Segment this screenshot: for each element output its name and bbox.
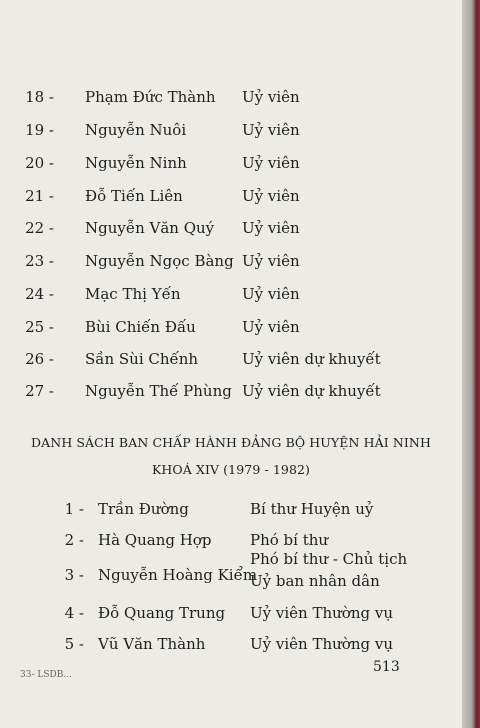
item-number: 18 -: [25, 88, 54, 106]
member-name: Hà Quang Hợp: [98, 531, 212, 549]
member-name: Mạc Thị Yến: [85, 285, 181, 303]
member-role: Uỷ viên: [242, 187, 300, 205]
member-name: Nguyễn Văn Quý: [85, 219, 215, 237]
member-role: Uỷ viên: [242, 252, 300, 270]
member-name: Nguyễn Thế Phùng: [85, 382, 232, 400]
member-role: Uỷ viên: [242, 318, 300, 336]
member-name: Sần Sùi Chếnh: [85, 350, 199, 368]
item-number: 21 -: [25, 187, 54, 205]
member-role: Uỷ viên dự khuyết: [242, 382, 381, 400]
item-number: 25 -: [25, 318, 54, 336]
member-name: Nguyễn Ngọc Bàng: [85, 252, 234, 270]
member-name: Nguyễn Nuôi: [85, 121, 187, 139]
member-role: Uỷ viên dự khuyết: [242, 350, 381, 368]
member-name: Đỗ Quang Trung: [98, 604, 226, 622]
member-name: Đỗ Tiến Liên: [85, 187, 183, 205]
item-number: 22 -: [25, 219, 54, 237]
member-role: Uỷ viên: [242, 121, 300, 139]
member-name: Nguyễn Ninh: [85, 154, 187, 172]
item-number: 24 -: [25, 285, 54, 303]
item-number: 1 -: [64, 500, 84, 518]
member-name: Trần Đường: [98, 500, 189, 518]
item-number: 4 -: [64, 604, 84, 622]
member-role: Uỷ viên: [242, 88, 300, 106]
member-name: Bùi Chiến Đấu: [85, 318, 196, 336]
section-subtitle: KHOÁ XIV (1979 - 1982): [151, 462, 311, 477]
item-number: 5 -: [64, 635, 84, 653]
member-role: Phó bí thư - Chủ tịch: [250, 550, 408, 568]
member-role: Uỷ viên Thường vụ: [250, 635, 393, 653]
member-role: Uỷ viên Thường vụ: [250, 604, 393, 622]
member-role: Uỷ viên: [242, 219, 300, 237]
item-number: 19 -: [25, 121, 54, 139]
page-number: 513: [373, 659, 400, 675]
member-role: Uỷ viên: [242, 154, 300, 172]
item-number: 27 -: [25, 382, 54, 400]
item-number: 26 -: [25, 350, 54, 368]
member-name: Phạm Đức Thành: [85, 88, 216, 106]
member-role-line2: Uỷ ban nhân dân: [250, 572, 380, 590]
book-spine: [462, 0, 480, 728]
item-number: 20 -: [25, 154, 54, 172]
footer-label: 33- LSDB...: [20, 670, 72, 680]
member-role: Phó bí thư: [250, 531, 329, 549]
member-role: Uỷ viên: [242, 285, 300, 303]
member-name: Nguyễn Hoàng Kiểm: [98, 566, 258, 584]
section-title: DANH SÁCH BAN CHẤP HÀNH ĐẢNG BỘ HUYỆN HẢI NINH: [31, 435, 431, 450]
item-number: 2 -: [64, 531, 84, 549]
member-name: Vũ Văn Thành: [98, 635, 206, 653]
member-role: Bí thư Huyện uỷ: [250, 500, 374, 518]
item-number: 3 -: [64, 566, 84, 584]
item-number: 23 -: [25, 252, 54, 270]
